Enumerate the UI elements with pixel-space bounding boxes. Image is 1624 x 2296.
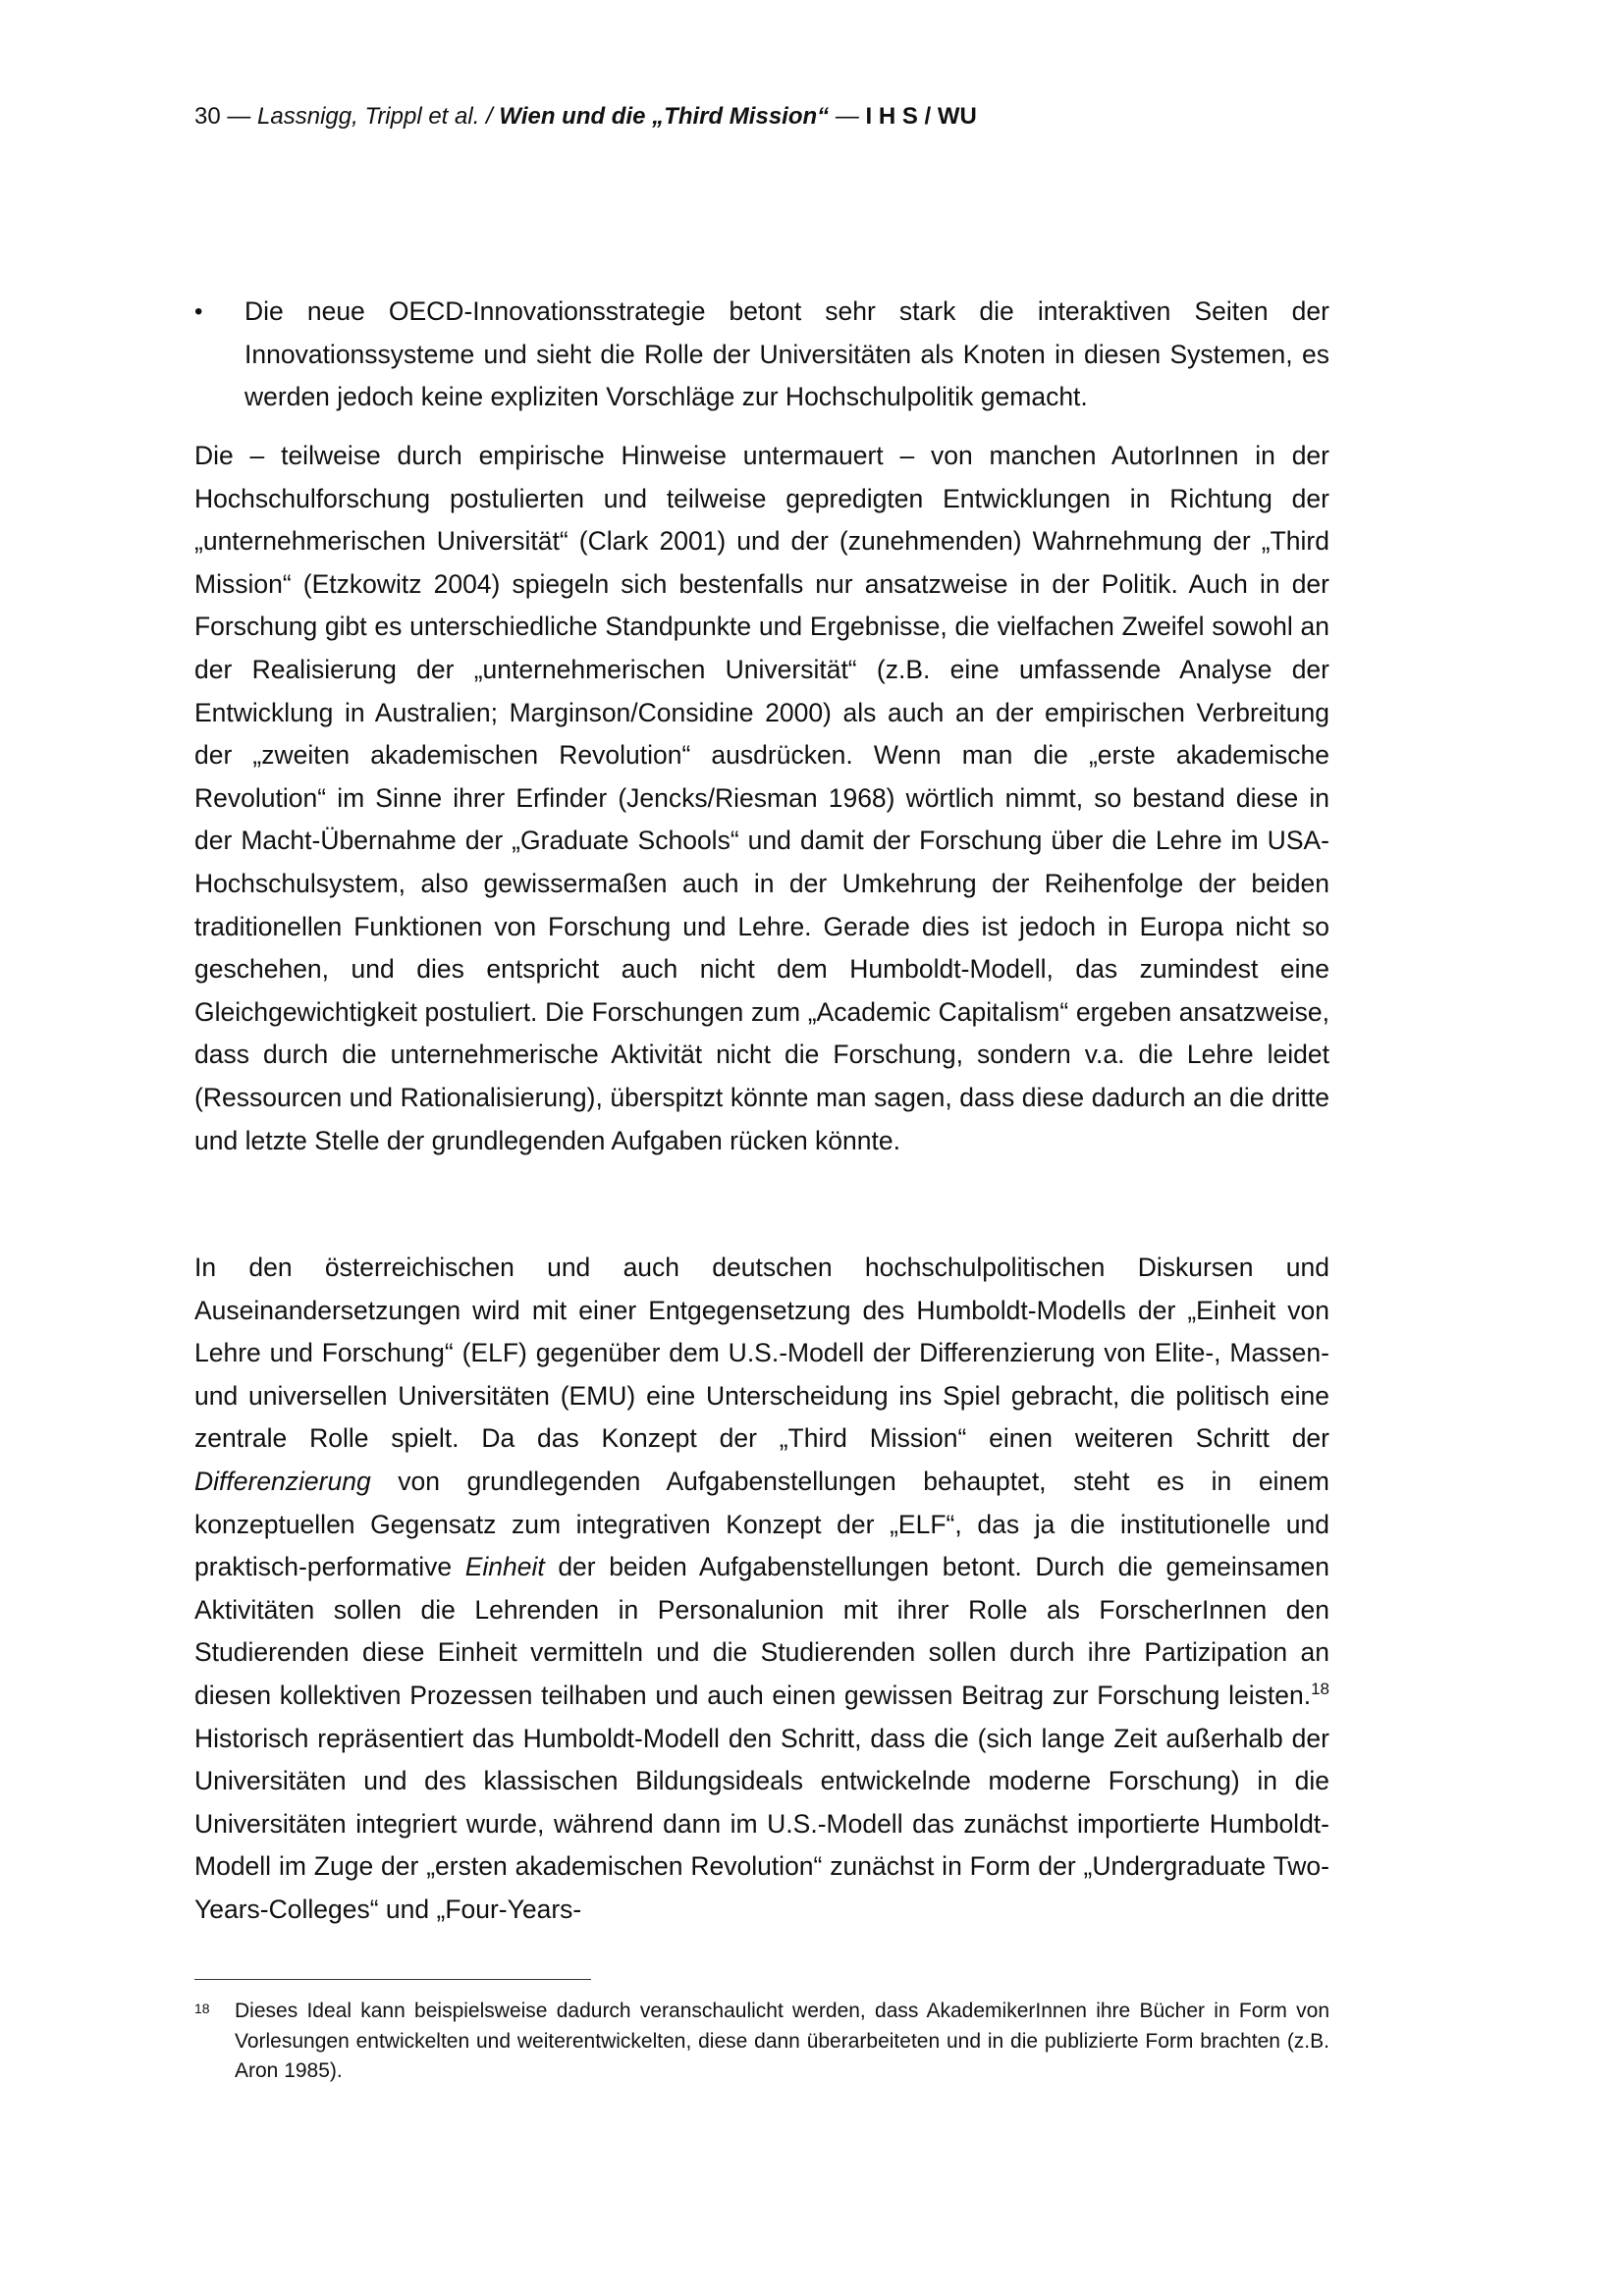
paragraph-2-part-3: der beiden Aufgabenstellungen betont. Durch die gemeinsamen Aktivitäten sollen die Lehrenden in Personalunion mit ihrer Rolle als ForscherInnen den Studierenden diese Einheit vermitteln und die Studierenden sollen durch ihre Partizipation an diesen kollektiven Prozessen teilhaben und auch einen gewissen Beitrag zur Forschung leisten. (194, 1552, 1329, 1710)
footnote-reference[interactable]: 18 (1311, 1679, 1329, 1698)
emphasis-einheit: Einheit (464, 1552, 545, 1582)
running-header (194, 102, 977, 132)
paragraph-2-part-2: von grundlegenden Aufgabenstellungen behauptet, steht es in einem konzeptuellen Gegensatz zum integrativen Konzept der „ELF“, das ja die institutionelle und praktisch-performative (194, 1466, 1329, 1582)
footnote-text: Dieses Ideal kann beispielsweise dadurch veranschaulicht werden, dass AkademikerInnen ihre Bücher in Form von Vorlesungen entwickelten und weiterentwickelten, diese dann überarbeiteten und in die publizierte Form brachten (z.B. Aron 1985). (235, 2000, 1329, 2082)
paragraph-2-part-4: Historisch repräsentiert das Humboldt-Modell den Schritt, dass die (sich lange Zeit außerhalb der Universitäten und des klassischen Bildungsideals entwickelnde moderne Forschung) in die Universitäten integriert wurde, während dann im U.S.-Modell das zunächst importierte Humboldt-Modell im Zuge der „ersten akademischen Revolution“ zunächst in Form der „Undergraduate Two-Years-Colleges“ und „Four-Years- (194, 1723, 1329, 1924)
header-title: Wien und die „Third Mission“ (499, 103, 830, 130)
paragraph-2 (194, 1247, 1329, 1932)
header-institutions: I H S / WU (865, 103, 977, 130)
emphasis-differenzierung: Differenzierung (194, 1466, 371, 1496)
paragraph-1: Die – teilweise durch empirische Hinweise untermauert – von manchen AutorInnen in der Hochschulforschung postulierten und teilweise gepredigten Entwicklungen in Richtung der „unternehmerischen Universität“ (Clark 2001) und der (zunehmenden) Wahrnehmung der „Third Mission“ (Etzkowitz 2004) spiegeln sich bestenfalls nur ansatzweise in der Politik. Auch in der Forschung gibt es unterschiedliche Standpunkte und Ergebnisse, die vielfachen Zweifel sowohl an der Realisierung der „unternehmerischen Universität“ (z.B. eine umfassende Analyse der Entwicklung in Australien; Marginson/Considine 2000) als auch an der empirischen Verbreitung der „zweiten akademischen Revolution“ ausdrücken. Wenn man die „erste akademische Revolution“ im Sinne ihrer Erfinder (Jencks/Riesman 1968) wörtlich nimmt, so bestand diese in der Macht-Übernahme der „Graduate Schools“ und damit der Forschung über die Lehre im USA-Hochschulsystem, also gewissermaßen auch in der Umkehrung der Reihenfolge der beiden traditionellen Funktionen von Forschung und Lehre. Gerade dies ist jedoch in Europa nicht so geschehen, und dies entspricht auch nicht dem Humboldt-Modell, das zumindest eine Gleichgewichtigkeit postuliert. Die Forschungen zum „Academic Capitalism“ ergeben ansatzweise, dass durch die unternehmerische Aktivität nicht die Forschung, sondern v.a. die Lehre leidet (Ressourcen und Rationalisierung), überspitzt könnte man sagen, dass diese dadurch an die dritte und letzte Stelle der grundlegenden Aufgaben rücken könnte. (194, 441, 1329, 1155)
header-separator: — (829, 103, 866, 130)
footnote-separator (194, 1979, 591, 1980)
bullet-symbol: • (194, 298, 203, 325)
header-authors: Lassnigg, Trippl et al. / (257, 103, 500, 130)
page-number: 30 — (194, 103, 258, 130)
paragraph-2-part-1: In den österreichischen und auch deutschen hochschulpolitischen Diskursen und Auseinandersetzungen wird mit einer Entgegensetzung des Humboldt-Modells der „Einheit von Lehre und Forschung“ (ELF) gegenüber dem U.S.-Modell der Differenzierung von Elite-, Massen- und universellen Universitäten (EMU) eine Unterscheidung ins Spiel gebracht, die politisch eine zentrale Rolle spielt. Da das Konzept der „Third Mission“ einen weiteren Schritt der (194, 1253, 1329, 1454)
footnote (194, 1997, 1329, 2087)
bullet-text: Die neue OECD-Innovationsstrategie betont sehr stark die interaktiven Seiten der Innovationssysteme und sieht die Rolle der Universitäten als Knoten in diesen Systemen, es werden jedoch keine expliziten Vorschläge zur Hochschulpolitik gemacht. (244, 296, 1329, 412)
bullet-item (194, 291, 1329, 419)
footnote-number: 18 (194, 2001, 210, 2016)
